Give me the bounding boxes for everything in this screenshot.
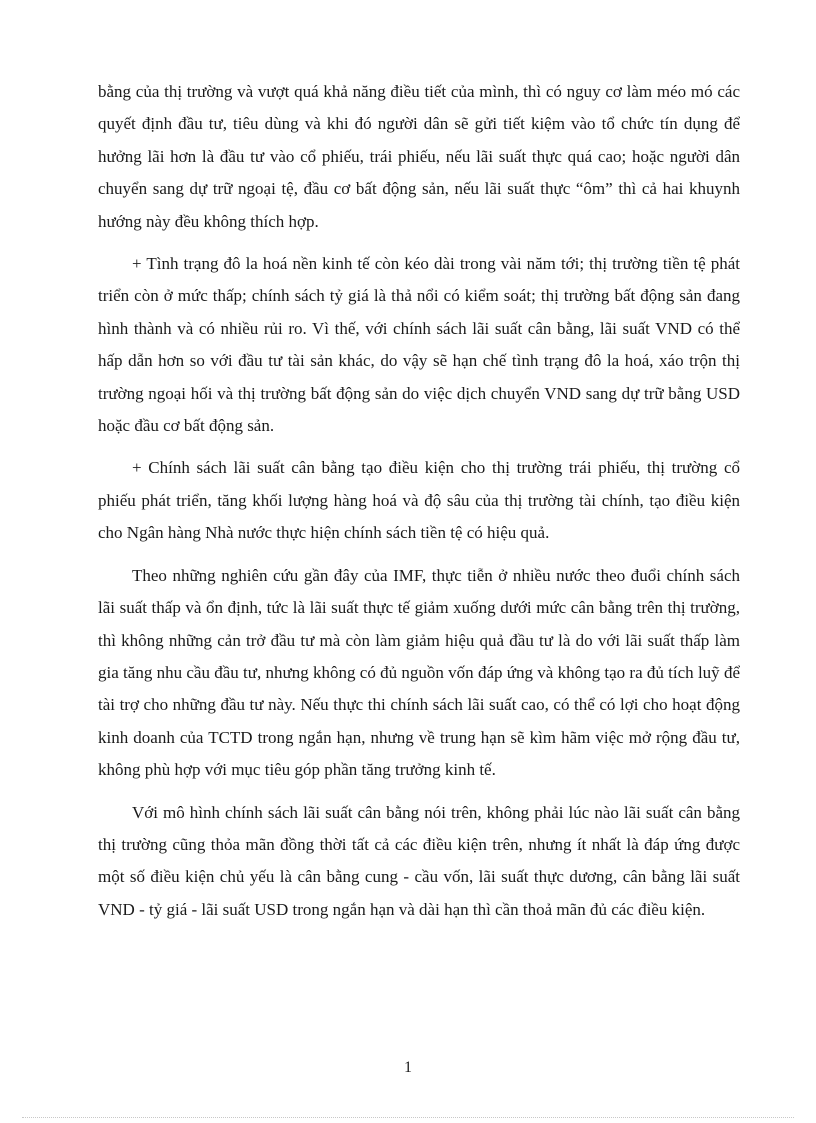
paragraph-dollarization: + Tình trạng đô la hoá nền kinh tế còn kéo dài trong vài năm tới; thị trường tiền tệ phát triển còn ở mức thấp; chính sách tỷ giá là thả nổi có kiểm soát; thị trường bất động sản đang hình thành và có nhiều rủi ro. Vì thế, với chính sách lãi suất cân bằng, lãi suất VND có thể hấp dẫn hơn so với đầu tư tài sản khác, do vậy sẽ hạn chế tình trạng đô la hoá, xáo trộn thị trường ngoại hối và thị trường bất động sản do việc dịch chuyển VND sang dự trữ bằng USD hoặc đầu cơ bất động sản. [98, 254, 740, 436]
document-body [98, 76, 740, 936]
paragraph-continuation: bằng của thị trường và vượt quá khả năng điều tiết của mình, thì có nguy cơ làm méo mó các quyết định đầu tư, tiêu dùng và khi đó người dân sẽ gửi tiết kiệm vào tổ chức tín dụng để hưởng lãi hơn là đầu tư vào cổ phiếu, trái phiếu, nếu lãi suất thực quá cao; hoặc người dân chuyển sang dự trữ ngoại tệ, đầu cơ bất động sản, nếu lãi suất thực “ôm” thì cả hai khuynh hướng này đều không thích hợp. [98, 82, 740, 231]
paragraph-imf-research: Theo những nghiên cứu gần đây của IMF, thực tiễn ở nhiều nước theo đuổi chính sách lãi suất thấp và ổn định, tức là lãi suất thực tế giảm xuống dưới mức cân bằng trên thị trường, thì không những cản trở đầu tư mà còn làm giảm hiệu quả đầu tư là do với lãi suất thấp làm gia tăng nhu cầu đầu tư, nhưng không có đủ nguồn vốn đáp ứng và không tạo ra đủ tích luỹ để tài trợ cho những đầu tư này. Nếu thực thi chính sách lãi suất cao, có thể có lợi cho hoạt động kinh doanh của TCTD trong ngắn hạn, nhưng về trung hạn sẽ kìm hãm việc mở rộng đầu tư, không phù hợp với mục tiêu góp phần tăng trưởng kinh tế. [98, 565, 740, 780]
page-break-divider [22, 1117, 794, 1118]
paragraph-bond-market: + Chính sách lãi suất cân bằng tạo điều kiện cho thị trường trái phiếu, thị trường cổ phiếu phát triển, tăng khối lượng hàng hoá và độ sâu của thị trường tài chính, tạo điều kiện cho Ngân hàng Nhà nước thực hiện chính sách tiền tệ có hiệu quả. [98, 458, 740, 543]
paragraph-equilibrium-model: Với mô hình chính sách lãi suất cân bằng nói trên, không phải lúc nào lãi suất cân bằng thị trường cũng thỏa mãn đồng thời tất cả các điều kiện trên, nhưng ít nhất là đáp ứng được một số điều kiện chủ yếu là cân bằng cung - cầu vốn, lãi suất thực dương, cân bằng lãi suất VND - tỷ giá - lãi suất USD trong ngắn hạn và dài hạn thì cần thoả mãn đủ các điều kiện. [98, 802, 740, 919]
page-number: 1 [404, 1059, 412, 1076]
